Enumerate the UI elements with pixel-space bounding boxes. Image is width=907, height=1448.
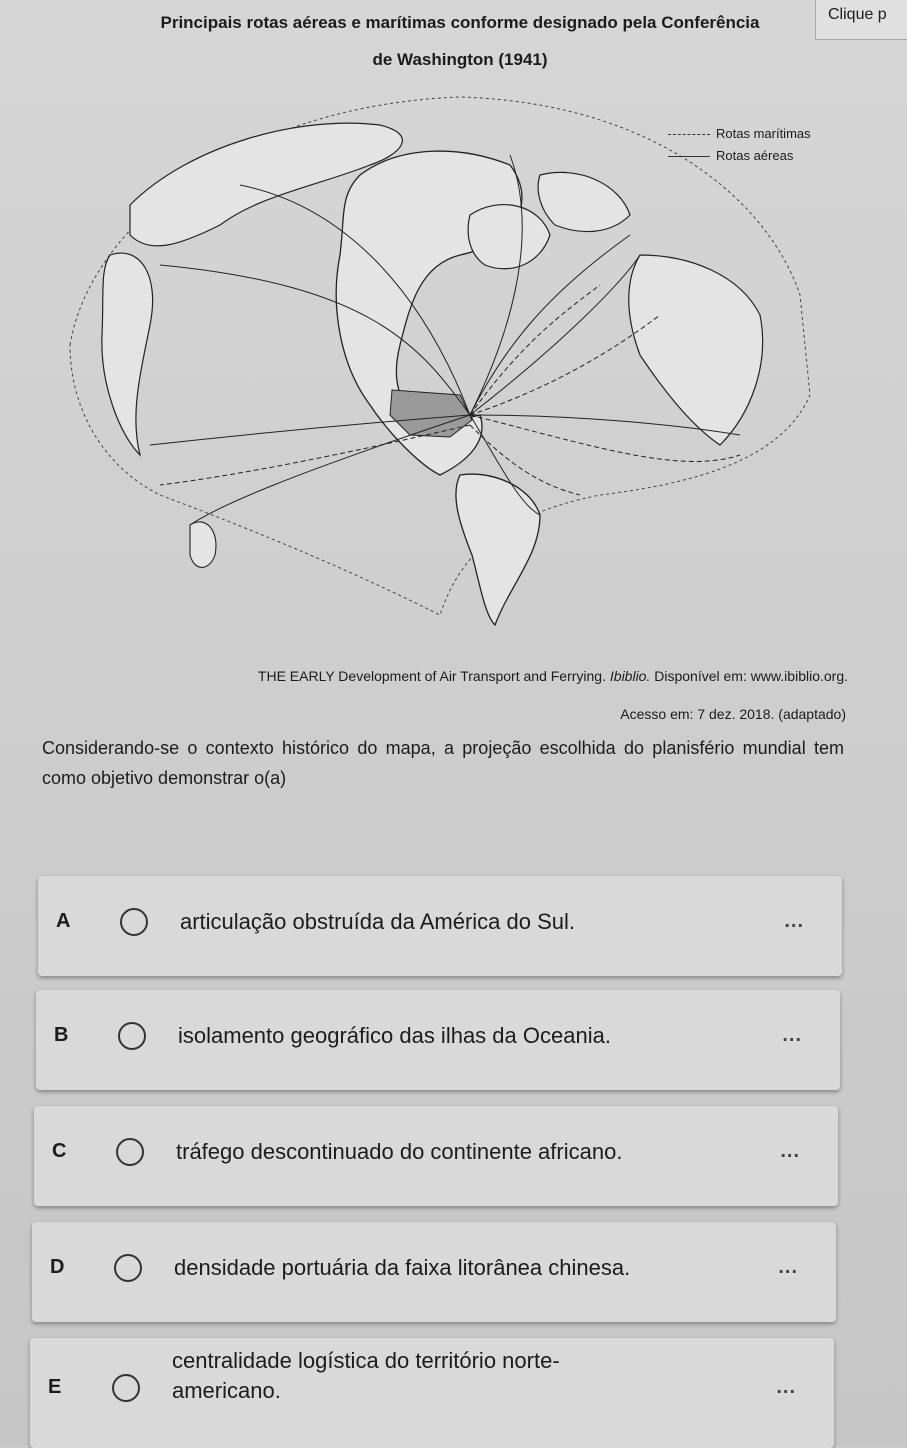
- option-d-letter: D: [50, 1256, 65, 1278]
- map-figure: [40, 85, 880, 645]
- option-b-more-icon[interactable]: ...: [782, 1024, 802, 1046]
- option-c-text: tráfego descontinuado do continente africano.: [176, 1139, 623, 1164]
- option-c-letter: C: [52, 1140, 67, 1162]
- option-a-letter: A: [56, 910, 71, 932]
- legend-swatch-sea: [668, 134, 710, 135]
- option-e-letter: E: [48, 1376, 62, 1398]
- map-legend: [668, 123, 811, 167]
- click-hint-button[interactable]: Clique p: [815, 0, 907, 40]
- map-caption: [40, 666, 848, 686]
- option-d-more-icon[interactable]: ...: [778, 1256, 798, 1278]
- africa-shape: [629, 255, 763, 445]
- option-a-radio[interactable]: [120, 908, 148, 936]
- greenland-shape: [468, 205, 550, 269]
- option-b[interactable]: [36, 990, 840, 1090]
- legend-label-air: Rotas aéreas: [716, 148, 794, 163]
- option-d-text: densidade portuária da faixa litorânea chinesa.: [174, 1255, 631, 1280]
- caption-site: Ibiblio.: [609, 668, 651, 684]
- caption-rest: Disponível em: www.ibiblio.org.: [654, 668, 848, 684]
- option-c-more-icon[interactable]: ...: [780, 1140, 800, 1162]
- europe-shape: [538, 172, 630, 231]
- option-e[interactable]: [30, 1338, 834, 1448]
- map-title-line2: de Washington (1941): [372, 50, 548, 69]
- legend-label-sea: Rotas marítimas: [716, 126, 811, 141]
- map-title: [40, 10, 880, 72]
- legend-row-air: [668, 145, 811, 167]
- option-e-more-icon[interactable]: ...: [776, 1376, 796, 1398]
- caption-source: THE EARLY Development of Air Transport and Ferrying.: [257, 668, 606, 684]
- legend-row-sea: [668, 123, 811, 145]
- question-text: Considerando-se o contexto histórico do mapa, a projeção escolhida do planisfério mundial tem como objetivo demonstrar o(a): [42, 738, 844, 788]
- option-e-radio[interactable]: [112, 1374, 140, 1402]
- option-e-text: [172, 1346, 560, 1406]
- option-b-letter: B: [54, 1024, 69, 1046]
- south-america-shape: [456, 474, 540, 625]
- australia-shape: [190, 522, 216, 568]
- option-d-radio[interactable]: [114, 1254, 142, 1282]
- asia-shape: [102, 253, 153, 455]
- legend-swatch-air: [668, 156, 710, 157]
- option-e-text-line2: americano.: [172, 1378, 281, 1403]
- option-a-more-icon[interactable]: ...: [784, 910, 804, 932]
- option-e-text-line1: centralidade logística do território norte-: [172, 1348, 560, 1373]
- option-b-text: isolamento geográfico das ilhas da Oceania.: [178, 1023, 611, 1048]
- option-b-radio[interactable]: [118, 1022, 146, 1050]
- map-title-line1: Principais rotas aéreas e marítimas conforme designado pela Conferência: [160, 13, 760, 32]
- option-d[interactable]: [32, 1222, 836, 1322]
- caption-access: Acesso em: 7 dez. 2018. (adaptado): [620, 706, 846, 722]
- option-a[interactable]: [38, 876, 842, 976]
- world-map-svg: [40, 85, 880, 645]
- option-a-text: articulação obstruída da América do Sul.: [180, 909, 576, 934]
- option-c-radio[interactable]: [116, 1138, 144, 1166]
- option-c[interactable]: [34, 1106, 838, 1206]
